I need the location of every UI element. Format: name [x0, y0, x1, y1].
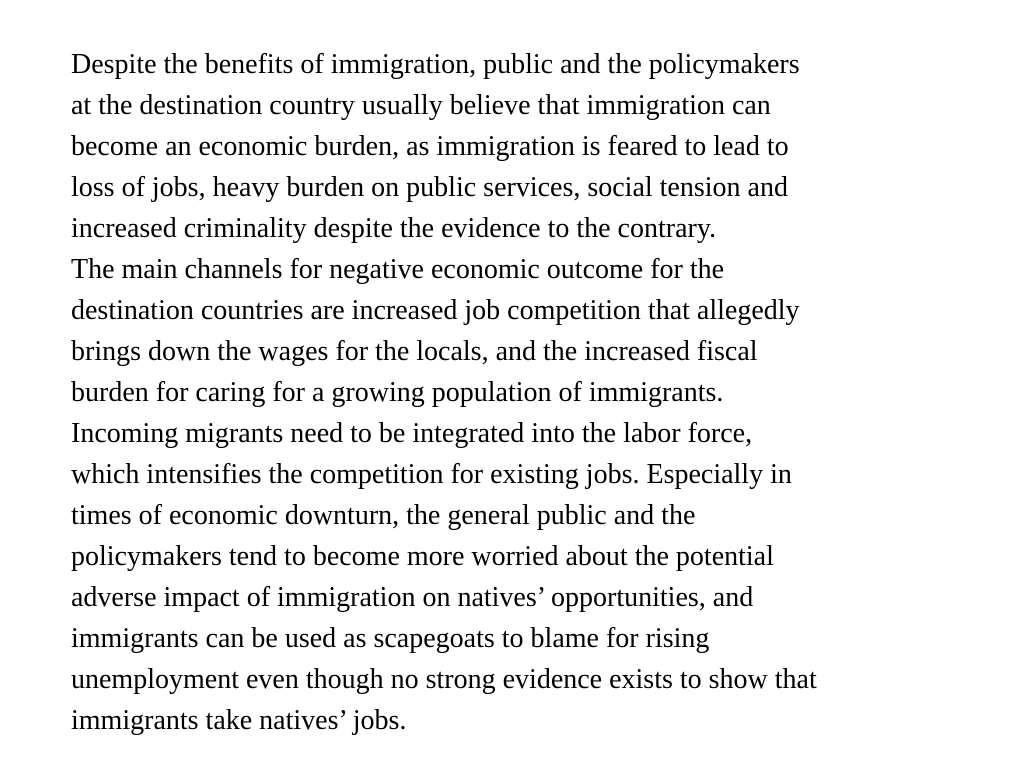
- text-line: adverse impact of immigration on natives’ opportunities, and: [71, 582, 754, 613]
- text-line: Incoming migrants need to be integrated into the labor force,: [71, 418, 753, 449]
- text-line: times of economic downturn, the general public and the: [71, 500, 696, 531]
- body-text: [71, 44, 1001, 741]
- text-line: brings down the wages for the locals, and the increased fiscal: [71, 336, 758, 367]
- text-line: The main channels for negative economic outcome for the: [71, 254, 725, 285]
- text-line: loss of jobs, heavy burden on public services, social tension and: [71, 172, 788, 203]
- text-line: burden for caring for a growing population of immigrants.: [71, 377, 724, 408]
- text-line: unemployment even though no strong evidence exists to show that: [71, 664, 817, 695]
- text-line: destination countries are increased job competition that allegedly: [71, 295, 800, 326]
- text-line: immigrants take natives’ jobs.: [71, 705, 407, 736]
- text-line: immigrants can be used as scapegoats to blame for rising: [71, 623, 710, 654]
- text-line: become an economic burden, as immigration is feared to lead to: [71, 131, 789, 162]
- text-line: increased criminality despite the evidence to the contrary.: [71, 213, 717, 244]
- text-line: Despite the benefits of immigration, public and the policymakers: [71, 49, 800, 80]
- text-line: at the destination country usually believe that immigration can: [71, 90, 771, 121]
- text-line: which intensifies the competition for existing jobs. Especially in: [71, 459, 792, 490]
- text-line: policymakers tend to become more worried about the potential: [71, 541, 774, 572]
